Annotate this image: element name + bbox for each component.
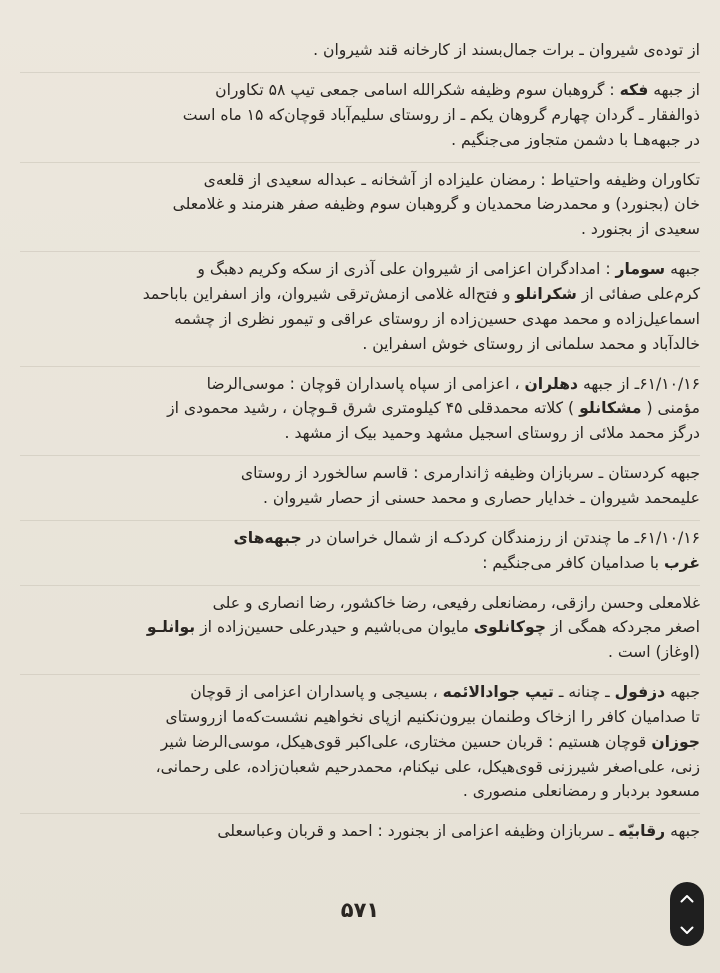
text-run: ـ چنانه ـ <box>553 683 615 702</box>
text-run: تکاوران وظیفه واحتیاط : رمضان علیزاده از آشخانه ـ عبداله سعیدی از قلعه‌ی <box>203 170 700 189</box>
text-run: ۶۱/۱۰/۱۶ـ ما چندتن از رزمندگان کردکـه از شمال خراسان در <box>301 528 700 547</box>
bold-place-name: سومار <box>615 260 666 279</box>
text-line <box>20 615 700 640</box>
paragraph-divider <box>20 72 700 73</box>
text-run: ، اعزامی از سپاه پاسداران قوچان : موسی‌الرضا <box>206 374 525 393</box>
text-run: جبهه <box>665 822 700 841</box>
text-line <box>20 282 700 307</box>
chevron-up-icon <box>680 894 694 903</box>
text-run: خان (بجنورد) و محمدرضا محمدیان و گروهبان سوم وظیفه صفر هنرمند و غلامعلی <box>172 195 700 214</box>
paragraph-divider <box>20 455 700 456</box>
paragraph-divider <box>20 813 700 814</box>
text-run: غلامعلی وحسن رازقی، رمضانعلی رفیعی، رضا خاکشور، رضا انصاری و علی <box>212 593 700 612</box>
bold-place-name: فکه <box>619 80 649 99</box>
text-line <box>20 396 700 421</box>
paragraph-divider <box>20 251 700 252</box>
text-run: جبهه کردستان ـ سربازان وظیفه ژاندارمری : قاسم سالخورد از روستای <box>240 464 700 483</box>
text-run: ذوالفقار ـ گردان چهارم گروهان یکم ـ از روستای سلیم‌آباد قوچان‌که ۱۵ ماه است <box>182 105 700 124</box>
text-run: کرم‌علی صفائی از <box>576 284 700 303</box>
text-line <box>20 680 700 705</box>
text-line <box>20 103 700 128</box>
text-line <box>20 486 700 511</box>
text-line <box>20 730 700 755</box>
paragraph-divider <box>20 162 700 163</box>
bold-place-name: شکرانلو <box>515 284 577 303</box>
text-run: مایوان می‌باشیم و حیدرعلی حسین‌زاده از <box>195 618 474 637</box>
bold-place-name: مشکانلو <box>579 399 642 418</box>
text-run: جبهه <box>665 260 700 279</box>
text-line <box>20 755 700 780</box>
text-line <box>20 705 700 730</box>
text-run: ) کلاته محمدقلی ۴۵ کیلومتری شرق قـوچان ، رشید محمودی از <box>167 399 580 418</box>
text-line <box>20 591 700 616</box>
text-line <box>20 526 700 551</box>
text-line <box>20 192 700 217</box>
paragraph-divider <box>20 585 700 586</box>
text-run: اصغر مجردکه همگی از <box>546 618 700 637</box>
text-line <box>20 217 700 242</box>
text-run: و فتح‌اله غلامی ازمش‌ترقی شیروان، واز اسفراین باباحمد <box>142 284 516 303</box>
text-run: زنی، علی‌اصغر شیرزنی قوی‌هیکل، علی نیکنام، محمدرحیم شعبان‌زاده، علی رحمانی، <box>155 757 700 776</box>
paragraph-divider <box>20 674 700 675</box>
bold-place-name: دهلران <box>524 374 579 393</box>
bold-place-name: چوکانلوی <box>473 618 546 637</box>
text-run: (اوغاز) است . <box>607 643 700 662</box>
text-run: ـ سربازان وظیفه اعزامی از بجنورد : احمد و قربان وعباسعلی <box>217 822 619 841</box>
bold-place-name: تیپ جوادالائمه <box>442 683 554 702</box>
text-line <box>20 372 700 397</box>
chevron-down-icon <box>680 926 694 935</box>
text-line <box>20 779 700 804</box>
document-text <box>20 38 700 853</box>
text-line <box>20 307 700 332</box>
text-run: مؤمنی ( <box>641 399 700 418</box>
text-line <box>20 551 700 576</box>
scroll-down-button[interactable] <box>673 917 701 943</box>
bold-place-name: جبهه‌های <box>233 528 302 547</box>
paragraph <box>20 819 700 844</box>
text-run: : گروهبان سوم وظیفه شکرالله اسامی جمعی تیپ ۵۸ تکاوران <box>215 80 620 99</box>
paragraph <box>20 680 700 804</box>
text-line <box>20 640 700 665</box>
paragraph <box>20 372 700 446</box>
text-run: خالدآباد و محمد سلمانی از روستای خوش اسفراین . <box>362 334 700 353</box>
paragraph <box>20 461 700 511</box>
paragraph-divider <box>20 366 700 367</box>
paragraph-divider <box>20 520 700 521</box>
text-run: اسماعیل‌زاده و محمد مهدی حسین‌زاده از روستای عراقی و تیمور نظری از چشمه <box>174 309 700 328</box>
text-line <box>20 332 700 357</box>
paragraph <box>20 526 700 576</box>
text-run: درگز محمد ملائی از روستای اسجیل مشهد وحمید بیک از مشهد . <box>284 424 700 443</box>
text-run: ۶۱/۱۰/۱۶ـ از جبهه <box>578 374 700 393</box>
bold-place-name: دزفول <box>614 683 666 702</box>
text-line <box>20 421 700 446</box>
text-run: قوچان هستیم : قربان حسین مختاری، علی‌اکبر قوی‌هیکل، موسی‌الرضا شیر <box>160 732 652 751</box>
text-run: جبهه <box>665 683 700 702</box>
text-line <box>20 38 700 63</box>
text-run: تا صدامیان کافر را ازخاک وطنمان بیرون‌نکنیم ازپای نخواهیم نشست‌که‌ما ازروستای <box>165 708 700 727</box>
text-run: مسعود بردبار و رمضانعلی منصوری . <box>462 782 700 801</box>
bold-place-name: غرب <box>663 553 700 572</box>
text-run: سعیدی از بجنورد . <box>580 220 700 239</box>
text-run: علیمحمد شیروان ـ خدایار حصاری و محمد حسنی از حصار شیروان . <box>262 488 700 507</box>
paragraph <box>20 78 700 152</box>
paragraph <box>20 38 700 63</box>
text-run: از توده‌ی شیروان ـ برات جمال‌بسند از کارخانه قند شیروان . <box>313 41 700 59</box>
text-line <box>20 819 700 844</box>
text-line <box>20 168 700 193</box>
text-line <box>20 257 700 282</box>
text-run: از جبهه <box>648 80 700 99</box>
text-line <box>20 461 700 486</box>
text-run: ، بسیجی و پاسداران اعزامی از قوچان <box>190 683 443 702</box>
text-run: : امدادگران اعزامی از شیروان علی آذری از سکه وکریم دهبگ و <box>197 260 616 279</box>
page-number: ۵۷۱ <box>340 898 380 922</box>
paragraph <box>20 168 700 242</box>
bold-place-name: جوزان <box>651 732 700 751</box>
paragraph <box>20 257 700 356</box>
text-line <box>20 78 700 103</box>
bold-place-name: بوانلـو <box>146 618 196 637</box>
text-run: با صدامیان کافر می‌جنگیم : <box>482 553 664 572</box>
paragraph <box>20 591 700 665</box>
text-line <box>20 128 700 153</box>
text-run: در جبهه‌هـا با دشمن متجاوز می‌جنگیم . <box>451 130 700 149</box>
bold-place-name: رقابیّه <box>618 822 666 841</box>
scroll-up-button[interactable] <box>673 885 701 911</box>
scroll-control <box>670 882 704 946</box>
